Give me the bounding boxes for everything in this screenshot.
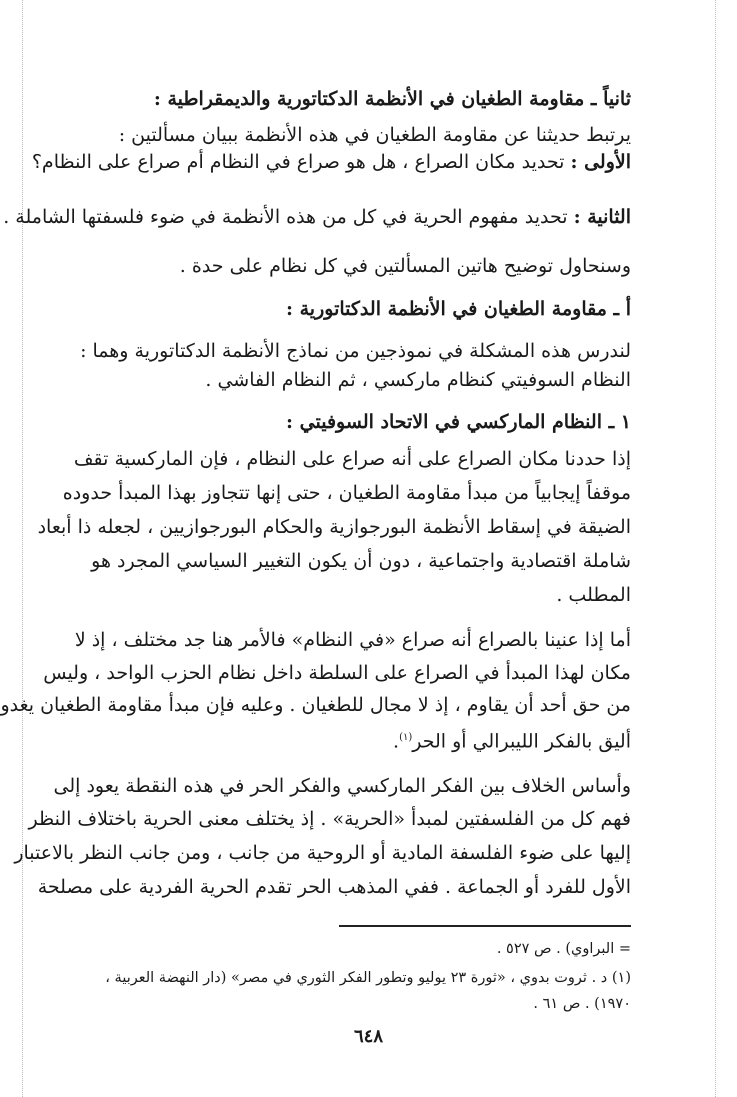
first-issue-label: الأولى : [570, 151, 631, 173]
paragraph-3-line: إليها على ضوء الفلسفة المادية أو الروحية من جانب ، ومن جانب النظر بالاعتبار [14, 842, 631, 864]
second-issue [3, 204, 631, 230]
footnote-1: (١) د . ثروت بدوي ، «ثورة ٢٣ يوليو وتطور الفكر الثوري في مصر» (دار النهضة العربية ، [105, 970, 631, 986]
intro-line: يرتبط حديثنا عن مقاومة الطغيان في هذه الأنظمة ببيان مسألتين : [118, 124, 631, 146]
first-issue-body: تحديد مكان الصراع ، هل هو صراع في النظام أم صراع على النظام؟ [31, 151, 565, 173]
paragraph-2-line: مكان لهذا المبدأ في الصراع على السلطة داخل نظام الحزب الواحد ، وليس [43, 662, 631, 684]
paragraph-2-line: من حق أحد أن يقاوم ، إذ لا مجال للطغيان . وعليه فإن مبدأ مقاومة الطغيان يغدو [0, 694, 631, 716]
footnote-ref: (١) [399, 732, 413, 743]
second-issue-text: تحديد مفهوم الحرية في كل من هذه الأنظمة في ضوء فلسفتها الشاملة . [3, 206, 568, 228]
paragraph-1-line: الضيقة في إسقاط الأنظمة البورجوازية والحكام البورجوازيين ، لجعله ذا أبعاد [37, 516, 631, 538]
paragraph-2-line: أما إذا عنينا بالصراع أنه صراع «في النظام» فالأمر هنا جد مختلف ، إذ لا [74, 629, 631, 651]
footnote-continuation: = البراوي) . ص ٥٢٧ . [496, 941, 631, 957]
page-number: ٦٤٨ [353, 1026, 383, 1047]
paragraph-3-line: الأول للفرد أو الجماعة . ففي المذهب الحر تقدم الحرية الفردية على مصلحة [37, 876, 631, 898]
subsection-a-line: لندرس هذه المشكلة في نموذجين من نماذج الأنظمة الدكتاتورية وهما : [80, 340, 631, 362]
paragraph-1-line: المطلب . [556, 584, 631, 606]
left-margin-guide [22, 0, 23, 1097]
first-issue [31, 149, 631, 175]
right-margin-guide [715, 0, 716, 1097]
subsection-a-line: النظام السوفيتي كنظام ماركسي ، ثم النظام الفاشي . [205, 369, 631, 391]
paragraph-3-line: وأساس الخلاف بين الفكر الماركسي والفكر الحر في هذه النقطة يعود إلى [53, 775, 631, 797]
footnote-1-continued: ١٩٧٠) . ص ٦١ . [533, 996, 631, 1012]
subsection-1-heading: ١ ـ النظام الماركسي في الاتحاد السوفيتي : [286, 411, 631, 433]
paragraph-2-end: . [393, 730, 400, 753]
intro-closing-line: وسنحاول توضيح هاتين المسألتين في كل نظام على حدة . [179, 255, 631, 277]
paragraph-3-line: فهم كل من الفلسفتين لمبدأ «الحرية» . إذ يختلف معنى الحرية باختلاف النظر [28, 808, 631, 830]
footnote-divider [339, 925, 631, 927]
paragraph-2-last-line [80, 725, 631, 754]
second-issue-label: الثانية : [573, 206, 631, 228]
section-heading: ثانياً ـ مقاومة الطغيان في الأنظمة الدكتاتورية والديمقراطية : [153, 88, 631, 110]
paragraph-2-last-text: أليق بالفكر الليبرالي أو الحر [412, 730, 631, 753]
paragraph-1-line: موقفاً إيجابياً من مبدأ مقاومة الطغيان ، حتى إنها تتجاوز بهذا المبدأ حدوده [62, 482, 631, 504]
paragraph-1-line: شاملة اقتصادية واجتماعية ، دون أن يكون التغيير السياسي المجرد هو [91, 550, 631, 572]
paragraph-1-line: إذا حددنا مكان الصراع على أنه صراع على النظام ، فإن الماركسية تقف [73, 448, 631, 470]
subsection-a-heading: أ ـ مقاومة الطغيان في الأنظمة الدكتاتورية : [285, 298, 631, 320]
